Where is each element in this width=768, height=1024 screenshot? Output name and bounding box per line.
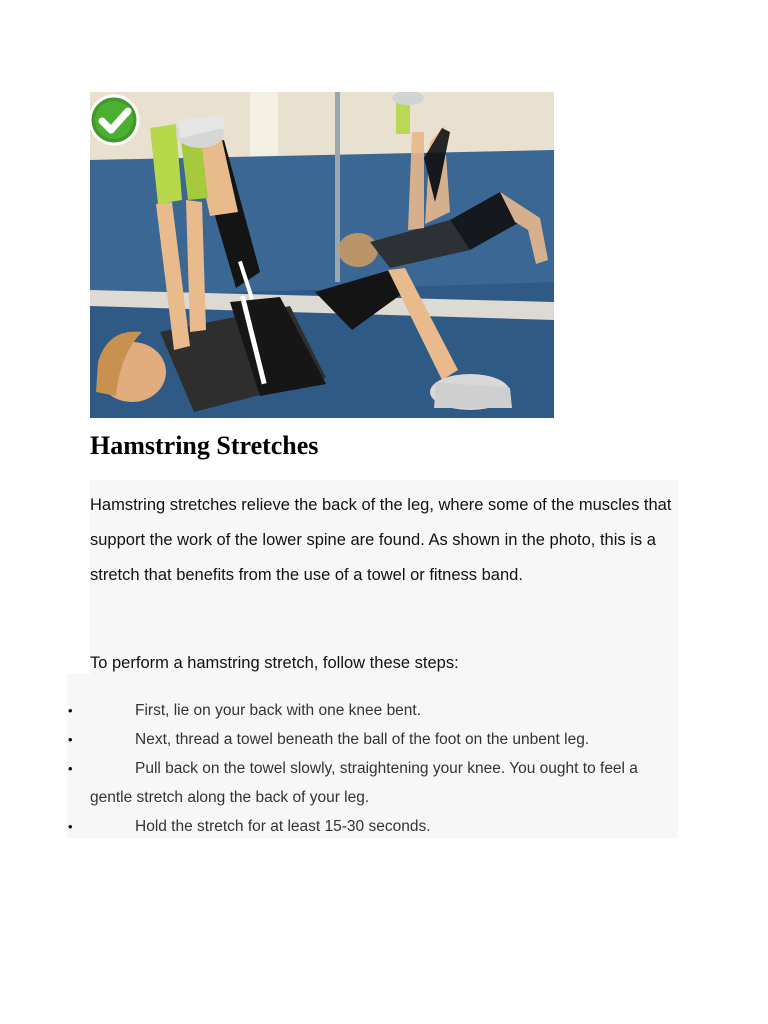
list-item	[0, 696, 678, 725]
list-item	[0, 725, 678, 754]
bullet-icon: •	[68, 732, 73, 747]
list-item	[0, 754, 678, 812]
bullet-icon: •	[68, 703, 73, 718]
intro-paragraph: Hamstring stretches relieve the back of the leg, where some of the muscles that support the work of the lower spine are found. As shown in the photo, this is a stretch that benefits from the use of a towel or fitness band.	[90, 496, 672, 584]
bullet-icon: •	[68, 819, 73, 834]
checkmark-badge-icon	[90, 92, 142, 150]
step-text: Next, thread a towel beneath the ball of the foot on the unbent leg.	[135, 731, 590, 748]
step-text: Hold the stretch for at least 15-30 seconds.	[135, 818, 431, 835]
step-text: Pull back on the towel slowly, straightening your knee. You ought to feel a gentle stretch along the back of your leg.	[90, 760, 638, 806]
list-item	[0, 812, 678, 841]
hamstring-stretch-illustration	[90, 92, 554, 418]
steps-list	[0, 696, 678, 841]
hamstring-stretch-photo	[90, 92, 554, 418]
steps-intro: To perform a hamstring stretch, follow these steps:	[90, 654, 459, 672]
article-title: Hamstring Stretches	[90, 431, 319, 460]
bullet-icon: •	[68, 761, 73, 776]
step-text: First, lie on your back with one knee bent.	[135, 702, 422, 719]
